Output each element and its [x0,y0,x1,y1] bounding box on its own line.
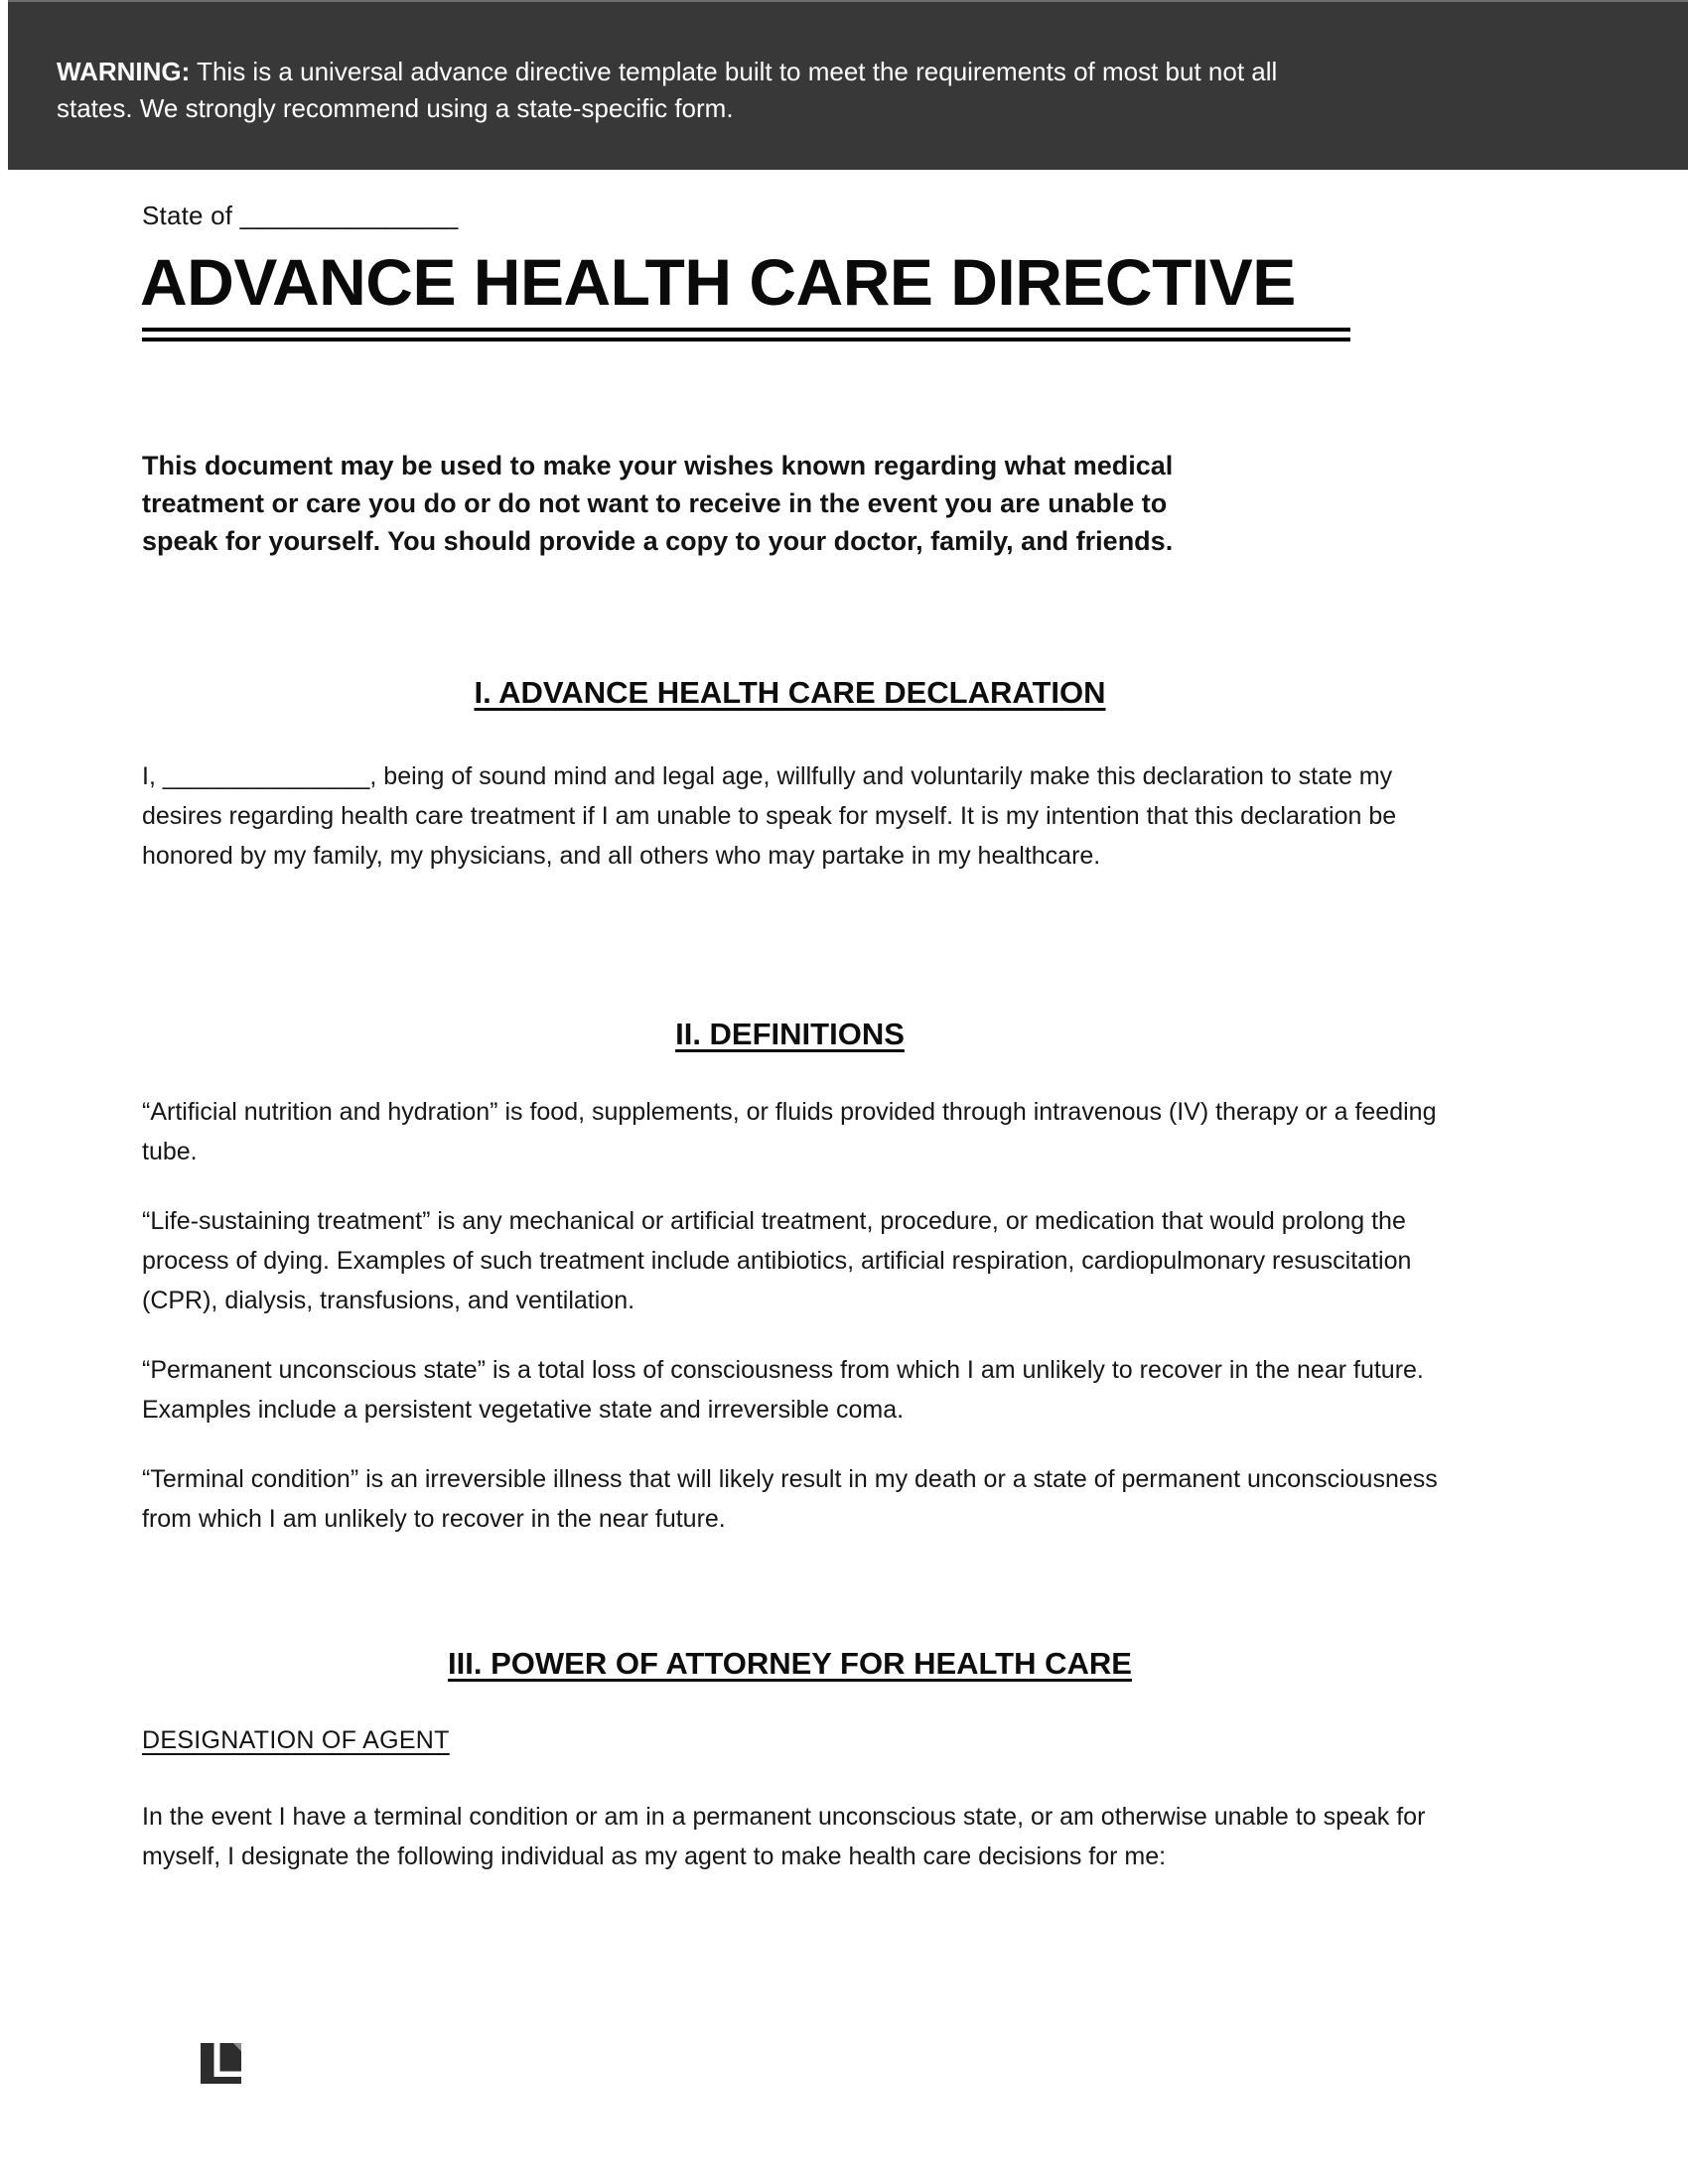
definition-life-sustaining-treatment: “Life-sustaining treatment” is any mechanical or artificial treatment, procedure, or medication that would prolong the process of dying. Examples of such treatment include antibiotics, artificial respiration, cardiopulmonary resuscitation (CPR), dialysis, transfusions, and ventilation. [142,1207,1412,1314]
power-of-attorney-paragraph: In the event I have a terminal condition or am in a permanent unconscious state, or am otherwise unable to speak for myself, I designate the following individual as my agent to make health care decisions for me: [142,1803,1426,1870]
state-of-line: State of _______________ [142,201,459,230]
intro-paragraph: This document may be used to make your wishes known regarding what medical treatment or care you do or do not want to receive in the event you are unable to speak for yourself. You should provide a copy to your doctor, family, and friends. [142,451,1174,556]
section-heading-power-of-attorney: III. POWER OF ATTORNEY FOR HEALTH CARE [448,1646,1132,1681]
definition-artificial-nutrition: “Artificial nutrition and hydration” is food, supplements, or fluids provided through intravenous (IV) therapy or a feeding tube. [142,1098,1437,1165]
logo-glyph [201,2043,241,2084]
warning-label: WARNING: [57,57,191,86]
definition-terminal-condition: “Terminal condition” is an irreversible illness that will likely result in my death or a state of permanent unconsciousness from which I am unlikely to recover in the near future. [142,1465,1438,1533]
designation-of-agent-subheading: DESIGNATION OF AGENT [142,1726,450,1754]
section-heading-definitions: II. DEFINITIONS [675,1017,905,1051]
title-double-rule [142,328,1350,341]
declaration-paragraph: I, _______________, being of sound mind and legal age, willfully and voluntarily make this declaration to state my desires regarding health care treatment if I am unable to speak for myself. It is my intention that this declaration be honored by my family, my physicians, and all others who may partake in my healthcare. [142,762,1397,870]
warning-banner [8,0,1688,170]
definition-permanent-unconscious-state: “Permanent unconscious state” is a total loss of consciousness from which I am unlikely to recover in the near future. Examples include a persistent vegetative state and irreversible coma. [142,1356,1424,1424]
page-title: ADVANCE HEALTH CARE DIRECTIVE [140,245,1296,319]
section-heading-declaration: I. ADVANCE HEALTH CARE DECLARATION [474,675,1106,710]
legal-templates-logo-icon [201,2043,241,2084]
warning-text [8,2,1387,127]
warning-body: This is a universal advance directive template built to meet the requirements of most but not all states. We strongly recommend using a state-specific form. [57,57,1278,123]
